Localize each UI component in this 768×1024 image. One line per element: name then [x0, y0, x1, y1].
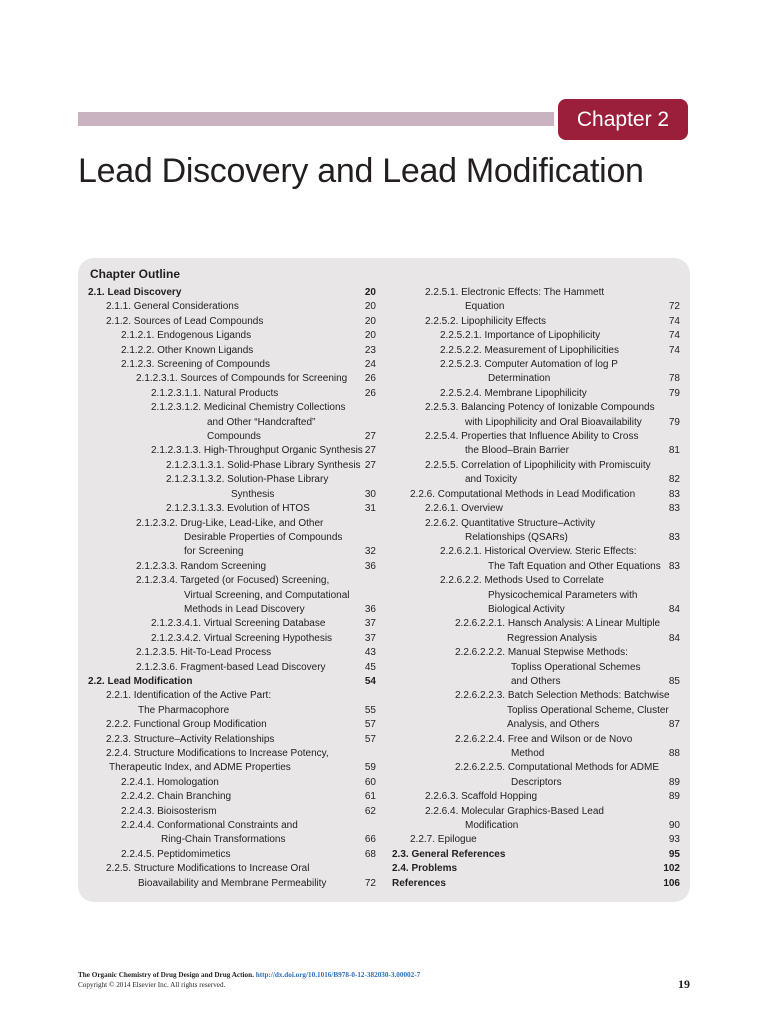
toc-entry[interactable]	[88, 675, 376, 689]
toc-entry[interactable]	[88, 790, 376, 804]
toc-entry-text: Biological Activity	[488, 603, 565, 615]
toc-entry[interactable]	[88, 300, 376, 314]
toc-entry-text: 2.2.5.3. Balancing Potency of Ionizable Compounds	[425, 402, 655, 414]
toc-entry[interactable]	[392, 733, 680, 762]
toc-entry-text: 2.2.6. Computational Methods in Lead Modification	[410, 488, 636, 500]
toc-entry-text: Virtual Screening, and Computational	[184, 589, 350, 601]
toc-entry-text: 2.2.6.2.2.1. Hansch Analysis: A Linear Multiple	[455, 618, 661, 630]
toc-entry-text: 2.2.1. Identification of the Active Part:	[106, 690, 272, 702]
toc-entry[interactable]	[392, 545, 680, 574]
toc-entry[interactable]	[392, 862, 680, 876]
toc-entry-page: 88	[668, 748, 680, 759]
toc-entry[interactable]	[392, 286, 680, 315]
toc-entry-text: 2.1.2.3.3. Random Screening	[136, 560, 267, 572]
toc-entry-page: 60	[364, 776, 376, 788]
toc-entry[interactable]	[88, 646, 376, 660]
toc-entry-text: 2.2.6.1. Overview	[425, 503, 503, 515]
toc-entry-page: 20	[364, 330, 376, 342]
toc-entry-page: 83	[668, 560, 680, 572]
toc-entry-page: 55	[364, 704, 376, 716]
toc-entry-text: 2.1.2.3.1.3.2. Solution-Phase Library	[166, 474, 329, 486]
toc-entry[interactable]	[392, 502, 680, 516]
toc-entry-text: Topliss Operational Scheme, Cluster	[507, 704, 669, 716]
footer-doi-link[interactable]: http://dx.doi.org/10.1016/B978-0-12-382030-3.00002-7	[255, 971, 421, 979]
outline-left-column	[88, 286, 376, 891]
toc-entry-page: 27	[364, 459, 376, 471]
toc-entry[interactable]	[392, 646, 680, 689]
toc-entry-page: 57	[364, 733, 376, 745]
toc-entry[interactable]	[392, 833, 680, 847]
toc-entry-page: 81	[668, 445, 680, 457]
toc-entry-text: Equation	[465, 301, 505, 313]
toc-entry[interactable]	[88, 286, 376, 300]
toc-entry[interactable]	[392, 689, 680, 732]
toc-entry-text: 2.1.2.3.4. Targeted (or Focused) Screening,	[136, 575, 330, 587]
toc-entry-text: 2.1.2.3.4.1. Virtual Screening Database	[151, 618, 326, 630]
toc-entry-page: 23	[364, 344, 376, 356]
toc-entry[interactable]	[392, 517, 680, 546]
toc-entry[interactable]	[88, 560, 376, 574]
toc-entry-page: 37	[364, 618, 376, 630]
toc-entry-page: 45	[364, 661, 376, 673]
toc-entry[interactable]	[88, 574, 376, 617]
toc-entry[interactable]	[392, 877, 680, 891]
toc-entry[interactable]	[88, 848, 376, 862]
toc-entry[interactable]	[88, 718, 376, 732]
toc-entry-text: 2.3. General References	[392, 848, 506, 860]
toc-entry[interactable]	[392, 329, 680, 343]
toc-entry-text: 2.2.4.1. Homologation	[121, 776, 219, 788]
footer-citation	[78, 970, 420, 990]
toc-entry[interactable]	[88, 358, 376, 372]
toc-entry[interactable]	[392, 387, 680, 401]
toc-entry[interactable]	[88, 444, 376, 458]
toc-entry-page: 27	[364, 431, 376, 443]
toc-entry[interactable]	[392, 401, 680, 430]
toc-entry-text: Physicochemical Parameters with	[488, 589, 638, 601]
toc-entry-page: 84	[668, 603, 680, 615]
toc-entry-text: Modification	[465, 820, 519, 832]
toc-entry-text: The Pharmacophore	[138, 704, 230, 716]
toc-entry-page: 74	[668, 315, 680, 327]
toc-entry-text: 2.2.5.2. Lipophilicity Effects	[425, 315, 546, 327]
footer-book-title: The Organic Chemistry of Drug Design and Drug Action.	[78, 971, 254, 979]
toc-entry-text: 2.2.6.2. Quantitative Structure–Activity	[425, 517, 596, 529]
toc-entry[interactable]	[88, 747, 376, 776]
toc-entry-text: 2.2.4.4. Conformational Constraints and	[121, 820, 298, 832]
toc-entry-text: 2.2. Lead Modification	[88, 675, 193, 687]
toc-entry[interactable]	[392, 358, 680, 387]
toc-entry-text: 2.2.4.3. Bioisosterism	[121, 805, 217, 817]
toc-entry-page: 79	[668, 387, 680, 399]
toc-entry-page: 57	[364, 719, 376, 731]
toc-entry-text: 2.2.5.2.4. Membrane Lipophilicity	[440, 387, 587, 399]
toc-entry[interactable]	[88, 689, 376, 718]
toc-entry-text: the Blood–Brain Barrier	[465, 445, 569, 457]
toc-entry[interactable]	[88, 315, 376, 329]
toc-entry[interactable]	[392, 761, 680, 790]
toc-entry-text: 2.2.6.3. Scaffold Hopping	[425, 791, 538, 803]
outline-heading: Chapter Outline	[90, 267, 181, 281]
toc-entry-page: 24	[364, 359, 376, 371]
toc-entry-page: 26	[364, 373, 376, 385]
toc-entry-page: 83	[668, 503, 680, 515]
toc-entry-page: 83	[668, 488, 680, 500]
toc-entry-text: for Screening	[184, 546, 244, 558]
toc-entry-text: 2.1.2.3.5. Hit-To-Lead Process	[136, 647, 272, 659]
toc-entry-text: 2.2.7. Epilogue	[410, 834, 477, 846]
toc-entry[interactable]	[88, 819, 376, 848]
toc-entry[interactable]	[88, 387, 376, 401]
toc-entry-page: 54	[364, 675, 376, 687]
toc-entry-text: The Taft Equation and Other Equations	[488, 560, 661, 572]
toc-entry[interactable]	[88, 473, 376, 502]
toc-entry-page: 83	[668, 531, 680, 543]
toc-entry-page: 102	[663, 863, 680, 875]
toc-entry-text: 2.1.2.2. Other Known Ligands	[121, 344, 254, 356]
toc-entry-text: 2.2.4.5. Peptidomimetics	[121, 848, 231, 860]
toc-entry[interactable]	[88, 329, 376, 343]
footer-copyright: Copyright © 2014 Elsevier Inc. All rights reserved.	[78, 981, 226, 989]
toc-entry[interactable]	[392, 344, 680, 358]
toc-entry-text: 2.1.2.1. Endogenous Ligands	[121, 330, 252, 342]
chapter-label: Chapter 2	[558, 99, 688, 140]
toc-entry-text: with Lipophilicity and Oral Bioavailability	[465, 416, 642, 428]
toc-entry-page: 79	[668, 416, 680, 428]
toc-entry-page: 31	[364, 503, 376, 515]
toc-entry-text: 2.2.5.1. Electronic Effects: The Hammett	[425, 287, 605, 298]
toc-entry[interactable]	[88, 733, 376, 747]
toc-entry-text: 2.2.5.2.1. Importance of Lipophilicity	[440, 330, 601, 342]
toc-entry-page: 85	[668, 675, 680, 687]
chapter-header-bar	[78, 112, 554, 126]
toc-entry-text: 2.2.6.2.1. Historical Overview. Steric Effects:	[440, 546, 637, 558]
toc-entry-text: 2.2.6.2.2.2. Manual Stepwise Methods:	[455, 647, 628, 659]
toc-entry-text: 2.2.6.2.2.3. Batch Selection Methods: Batchwise	[455, 690, 670, 702]
toc-entry-page: 61	[364, 791, 376, 803]
toc-entry-text: Therapeutic Index, and ADME Properties	[109, 762, 291, 774]
toc-entry-text: Determination	[488, 373, 551, 385]
toc-entry[interactable]	[392, 617, 680, 646]
toc-entry[interactable]	[88, 862, 376, 891]
toc-entry-text: 2.1.2.3.1.1. Natural Products	[151, 387, 279, 399]
toc-entry[interactable]	[392, 488, 680, 502]
toc-entry-page: 72	[364, 877, 376, 889]
toc-entry-text: Descriptors	[511, 776, 562, 788]
toc-entry-page: 20	[364, 301, 376, 313]
toc-entry-page: 89	[668, 776, 680, 788]
toc-entry-text: 2.2.2. Functional Group Modification	[106, 719, 267, 731]
toc-entry-page: 68	[364, 848, 376, 860]
toc-entry-text: 2.2.5.2.3. Computer Automation of log P	[440, 359, 618, 371]
toc-entry-page: 106	[663, 877, 680, 889]
toc-entry-page: 26	[364, 387, 376, 399]
toc-entry-page: 43	[364, 647, 376, 659]
toc-entry[interactable]	[392, 459, 680, 488]
toc-entry[interactable]	[88, 776, 376, 790]
toc-entry[interactable]	[88, 372, 376, 386]
toc-entry-page: 27	[364, 445, 376, 457]
toc-entry-page: 36	[364, 603, 376, 615]
toc-entry-text: 2.2.6.2.2. Methods Used to Correlate	[440, 575, 604, 587]
toc-entry-text: References	[392, 877, 446, 889]
toc-entry-page: 95	[668, 848, 680, 860]
toc-entry-text: Synthesis	[231, 488, 275, 500]
toc-entry-text: 2.1. Lead Discovery	[88, 287, 182, 298]
toc-entry[interactable]	[88, 459, 376, 473]
toc-entry[interactable]	[392, 805, 680, 834]
toc-entry-text: 2.2.4. Structure Modifications to Increase Potency,	[106, 748, 329, 759]
toc-entry-page: 32	[364, 546, 376, 558]
toc-entry-page: 82	[668, 474, 680, 486]
toc-entry-text: 2.2.6.2.2.4. Free and Wilson or de Novo	[455, 733, 633, 745]
toc-entry[interactable]	[88, 632, 376, 646]
toc-entry-text: Compounds	[207, 431, 261, 443]
toc-entry-text: and Other “Handcrafted”	[207, 416, 316, 428]
toc-entry-text: Method	[511, 748, 545, 759]
toc-entry-text: Regression Analysis	[507, 632, 598, 644]
toc-entry-page: 90	[668, 820, 680, 832]
toc-entry-page: 62	[364, 805, 376, 817]
toc-entry-text: Desirable Properties of Compounds	[184, 531, 343, 543]
toc-entry-text: 2.2.3. Structure–Activity Relationships	[106, 733, 275, 745]
toc-entry-page: 74	[668, 330, 680, 342]
toc-entry-page: 20	[364, 315, 376, 327]
toc-entry[interactable]	[88, 805, 376, 819]
toc-entry-text: 2.2.5.5. Correlation of Lipophilicity with Promiscuity	[425, 459, 651, 471]
toc-entry-text: 2.2.6.2.2.5. Computational Methods for ADME	[455, 762, 659, 774]
toc-entry-text: 2.1.2.3.1.2. Medicinal Chemistry Collections	[151, 402, 346, 414]
toc-entry-text: Relationships (QSARs)	[465, 531, 568, 543]
toc-entry-page: 66	[364, 834, 376, 846]
toc-entry-text: Topliss Operational Schemes	[511, 661, 641, 673]
toc-entry[interactable]	[392, 315, 680, 329]
toc-entry-text: 2.1.2.3.1.3.1. Solid-Phase Library Synthesis	[166, 459, 361, 471]
toc-entry-text: and Others	[511, 675, 561, 687]
toc-entry-page: 84	[668, 632, 680, 644]
toc-entry[interactable]	[88, 502, 376, 516]
toc-entry-text: 2.2.5.2.2. Measurement of Lipophilicities	[440, 344, 619, 356]
toc-entry[interactable]	[392, 848, 680, 862]
toc-entry[interactable]	[88, 401, 376, 444]
toc-entry-page: 87	[668, 719, 680, 731]
toc-entry-text: 2.2.5.4. Properties that Influence Ability to Cross	[425, 431, 639, 443]
toc-entry-text: 2.1.1. General Considerations	[106, 301, 239, 313]
chapter-title: Lead Discovery and Lead Modification	[78, 152, 644, 190]
toc-entry-text: 2.1.2.3.4.2. Virtual Screening Hypothesis	[151, 632, 333, 644]
toc-entry[interactable]	[88, 344, 376, 358]
page-number: 19	[678, 977, 690, 991]
toc-entry[interactable]	[392, 574, 680, 617]
toc-entry-page: 89	[668, 791, 680, 803]
toc-entry-text: 2.1.2.3. Screening of Compounds	[121, 359, 270, 371]
toc-entry-text: 2.2.5. Structure Modifications to Increase Oral	[106, 863, 310, 875]
toc-entry-text: 2.2.4.2. Chain Branching	[121, 791, 232, 803]
toc-entry-text: 2.1.2.3.1.3.3. Evolution of HTOS	[166, 503, 310, 515]
toc-entry-page: 74	[668, 344, 680, 356]
toc-entry-page: 78	[668, 373, 680, 385]
toc-entry[interactable]	[392, 430, 680, 459]
toc-entry-page: 93	[668, 834, 680, 846]
toc-entry-page: 59	[364, 762, 376, 774]
toc-entry-page: 36	[364, 560, 376, 572]
toc-entry[interactable]	[392, 790, 680, 804]
toc-entry-text: 2.2.6.4. Molecular Graphics-Based Lead	[425, 805, 604, 817]
toc-entry-text: Ring-Chain Transformations	[161, 834, 286, 846]
toc-entry-text: Analysis, and Others	[507, 719, 600, 731]
toc-entry-page: 37	[364, 632, 376, 644]
toc-entry-text: 2.1.2.3.6. Fragment-based Lead Discovery	[136, 661, 326, 673]
toc-entry-page: 20	[364, 287, 376, 298]
toc-entry-text: 2.4. Problems	[392, 863, 458, 875]
toc-entry-text: Bioavailability and Membrane Permeability	[138, 877, 327, 889]
toc-entry[interactable]	[88, 517, 376, 560]
toc-entry-text: and Toxicity	[465, 474, 518, 486]
toc-entry-page: 72	[668, 301, 680, 313]
toc-entry[interactable]	[88, 617, 376, 631]
toc-entry-page: 30	[364, 488, 376, 500]
toc-entry[interactable]	[88, 661, 376, 675]
toc-entry-text: 2.1.2.3.2. Drug-Like, Lead-Like, and Other	[136, 517, 324, 529]
toc-entry-text: 2.1.2.3.1. Sources of Compounds for Screening	[136, 373, 348, 385]
toc-entry-text: Methods in Lead Discovery	[184, 603, 305, 615]
toc-entry-text: 2.1.2. Sources of Lead Compounds	[106, 315, 264, 327]
toc-entry-text: 2.1.2.3.1.3. High-Throughput Organic Synthesis	[151, 445, 363, 457]
outline-right-column	[392, 286, 680, 891]
